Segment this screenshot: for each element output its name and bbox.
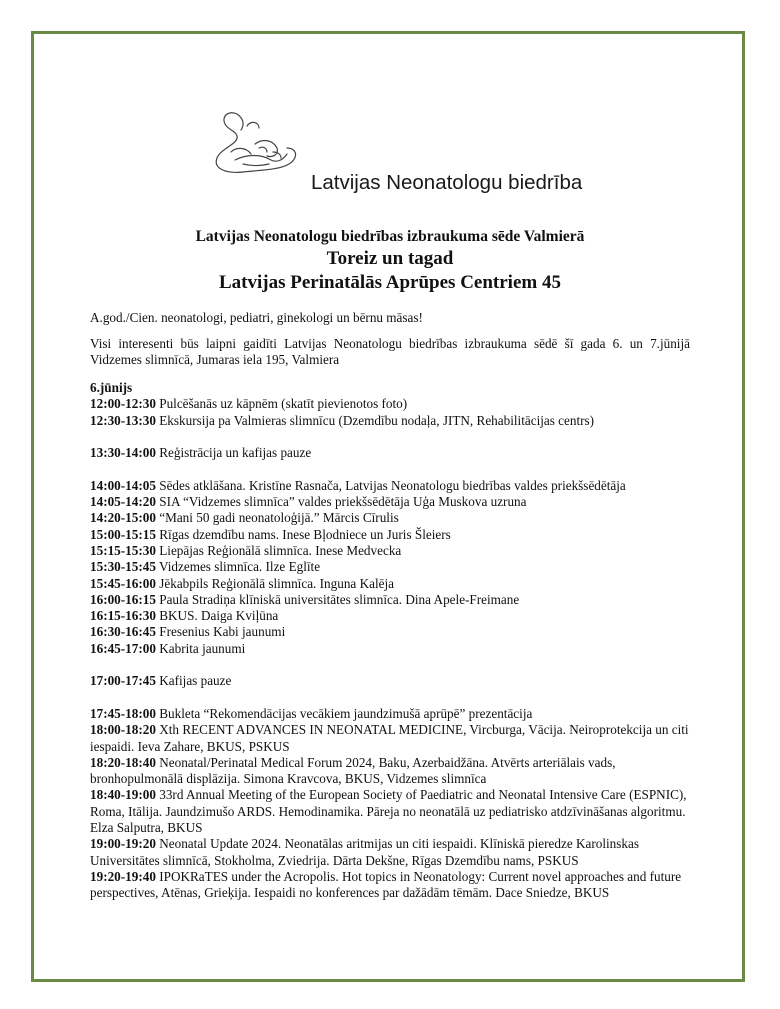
schedule-item (90, 510, 690, 526)
schedule-gap (90, 429, 690, 445)
schedule-description: IPOKRaTES under the Acropolis. Hot topics in Neonatology: Current novel approaches and future perspectives, Atēnas, Grieķija. Iespaidi no konferences par dažādām tēmām. Dace Sniedze, BKUS (90, 868, 682, 901)
schedule-time: 16:00-16:15 (90, 591, 156, 607)
schedule-item (90, 413, 690, 429)
schedule-item (90, 494, 690, 510)
schedule-time: 16:15-16:30 (90, 608, 156, 624)
schedule-description: Xth RECENT ADVANCES IN NEONATAL MEDICINE, Vircburga, Vācija. Neiroprotekcija un citi iespaidi. Ieva Zahare, BKUS, PSKUS (90, 722, 689, 754)
schedule-description: Neonatal Update 2024. Neonatālas aritmijas un citi iespaidi. Klīniskā pieredze Karolinskas Universitātes slimnīcā, Stokholma, Zviedrija. Dārta Dekšne, Rīgas Dzemdību nams, PSKUS (90, 836, 639, 868)
event-subtitle: Toreiz un tagad (326, 248, 454, 269)
schedule-time: 12:00-12:30 (90, 396, 156, 412)
schedule-description: Kabrita jaunumi (159, 640, 246, 656)
schedule-time: 18:40-19:00 (90, 787, 156, 803)
schedule-time: 16:30-16:45 (90, 624, 156, 640)
schedule (90, 380, 690, 902)
day-label: 6.jūnijs (90, 380, 133, 395)
schedule-time: 15:30-15:45 (90, 559, 156, 575)
schedule-description: Liepājas Reģionālā slimnīca. Inese Medvecka (159, 542, 402, 558)
schedule-time: 15:45-16:00 (90, 575, 156, 591)
schedule-item (90, 608, 690, 624)
schedule-description: Bukleta “Rekomendācijas vecākiem jaundzimušā aprūpē” prezentācija (159, 705, 533, 721)
schedule-description: Neonatal/Perinatal Medical Forum 2024, Baku, Azerbaidžāna. Atvērts arteriālais vads, bronhopulmonālā displāzija. Simona Kravcova, BKUS, Vidzemes slimnīca (90, 754, 616, 787)
schedule-description: “Mani 50 gadi neonatoloģijā.” Mārcis Cīrulis (159, 510, 399, 526)
schedule-time: 19:00-19:20 (90, 836, 156, 852)
schedule-description: Ekskursija pa Valmieras slimnīcu (Dzemdību nodaļa, JITN, Rehabilitācijas centrs) (159, 412, 595, 428)
schedule-item (90, 445, 690, 461)
heading-block (60, 227, 720, 294)
schedule-time: 14:00-14:05 (90, 477, 156, 493)
schedule-time: 19:20-19:40 (90, 868, 156, 884)
event-subtitle-2: Latvijas Perinatālās Aprūpes Centriem 45 (219, 272, 561, 293)
schedule-item (90, 722, 690, 755)
schedule-time: 17:00-17:45 (90, 673, 156, 689)
schedule-description: Jēkabpils Reģionālā slimnīca. Inguna Kalēja (159, 575, 394, 591)
schedule-description: 33rd Annual Meeting of the European Society of Paediatric and Neonatal Intensive Care (ESPNIC), Roma, Itālija. Jaundzimušo ARDS. Hemodinamika. Pāreja no neonatālā uz pediatrisko atdzīvināšanas algoritmu. Elza Salputra, BKUS (90, 787, 687, 836)
schedule-description: Sēdes atklāšana. Kristīne Rasnača, Latvijas Neonatologu biedrības valdes priekšsēdētāja (159, 477, 626, 493)
event-title: Latvijas Neonatologu biedrības izbraukuma sēde Valmierā (195, 228, 585, 245)
schedule-item (90, 787, 690, 836)
organization-name: Latvijas Neonatologu biedrība (311, 171, 583, 194)
schedule-time: 15:00-15:15 (90, 526, 156, 542)
schedule-item (90, 706, 690, 722)
schedule-time: 17:45-18:00 (90, 705, 156, 721)
schedule-description: Rīgas dzemdību nams. Inese Bļodniece un Juris Šleiers (159, 526, 451, 542)
schedule-item (90, 543, 690, 559)
schedule-time: 18:20-18:40 (90, 754, 156, 770)
schedule-time: 14:05-14:20 (90, 494, 156, 510)
schedule-description: SIA “Vidzemes slimnīca” valdes priekšsēdētāja Uģa Muskova uzruna (159, 494, 527, 510)
schedule-time: 14:20-15:00 (90, 510, 156, 526)
schedule-gap (90, 690, 690, 706)
schedule-description: Kafijas pauze (159, 673, 232, 689)
schedule-description: Reģistrācija un kafijas pauze (159, 445, 312, 461)
schedule-description: Fresenius Kabi jaunumi (159, 624, 286, 640)
schedule-time: 15:15-15:30 (90, 542, 156, 558)
schedule-time: 18:00-18:20 (90, 722, 156, 738)
schedule-item (90, 624, 690, 640)
schedule-item (90, 673, 690, 689)
schedule-item (90, 396, 690, 412)
schedule-time: 13:30-14:00 (90, 445, 156, 461)
schedule-description: Vidzemes slimnīca. Ilze Eglīte (159, 559, 321, 575)
schedule-item (90, 641, 690, 657)
schedule-item (90, 559, 690, 575)
schedule-gap (90, 461, 690, 477)
schedule-item (90, 478, 690, 494)
schedule-time: 12:30-13:30 (90, 412, 156, 428)
schedule-time: 16:45-17:00 (90, 640, 156, 656)
greeting: A.god./Cien. neonatologi, pediatri, ginekologi un bērnu māsas! (90, 310, 423, 325)
schedule-description: Pulcēšanās uz kāpnēm (skatīt pievienotos foto) (159, 396, 408, 412)
schedule-description: BKUS. Daiga Kviļūna (159, 608, 279, 624)
association-logo (207, 108, 307, 178)
intro-paragraph: Visi interesenti būs laipni gaidīti Latvijas Neonatologu biedrības izbraukuma sēdē šī gada 6. un 7.jūnijā Vidzemes slimnīcā, Jumaras iela 195, Valmiera (90, 336, 690, 368)
schedule-item (90, 592, 690, 608)
schedule-item (90, 836, 690, 869)
schedule-item (90, 576, 690, 592)
schedule-item (90, 755, 690, 788)
schedule-gap (90, 657, 690, 673)
schedule-item (90, 527, 690, 543)
schedule-description: Paula Stradiņa klīniskā universitātes slimnīca. Dina Apele-Freimane (159, 591, 520, 607)
schedule-item (90, 869, 690, 902)
